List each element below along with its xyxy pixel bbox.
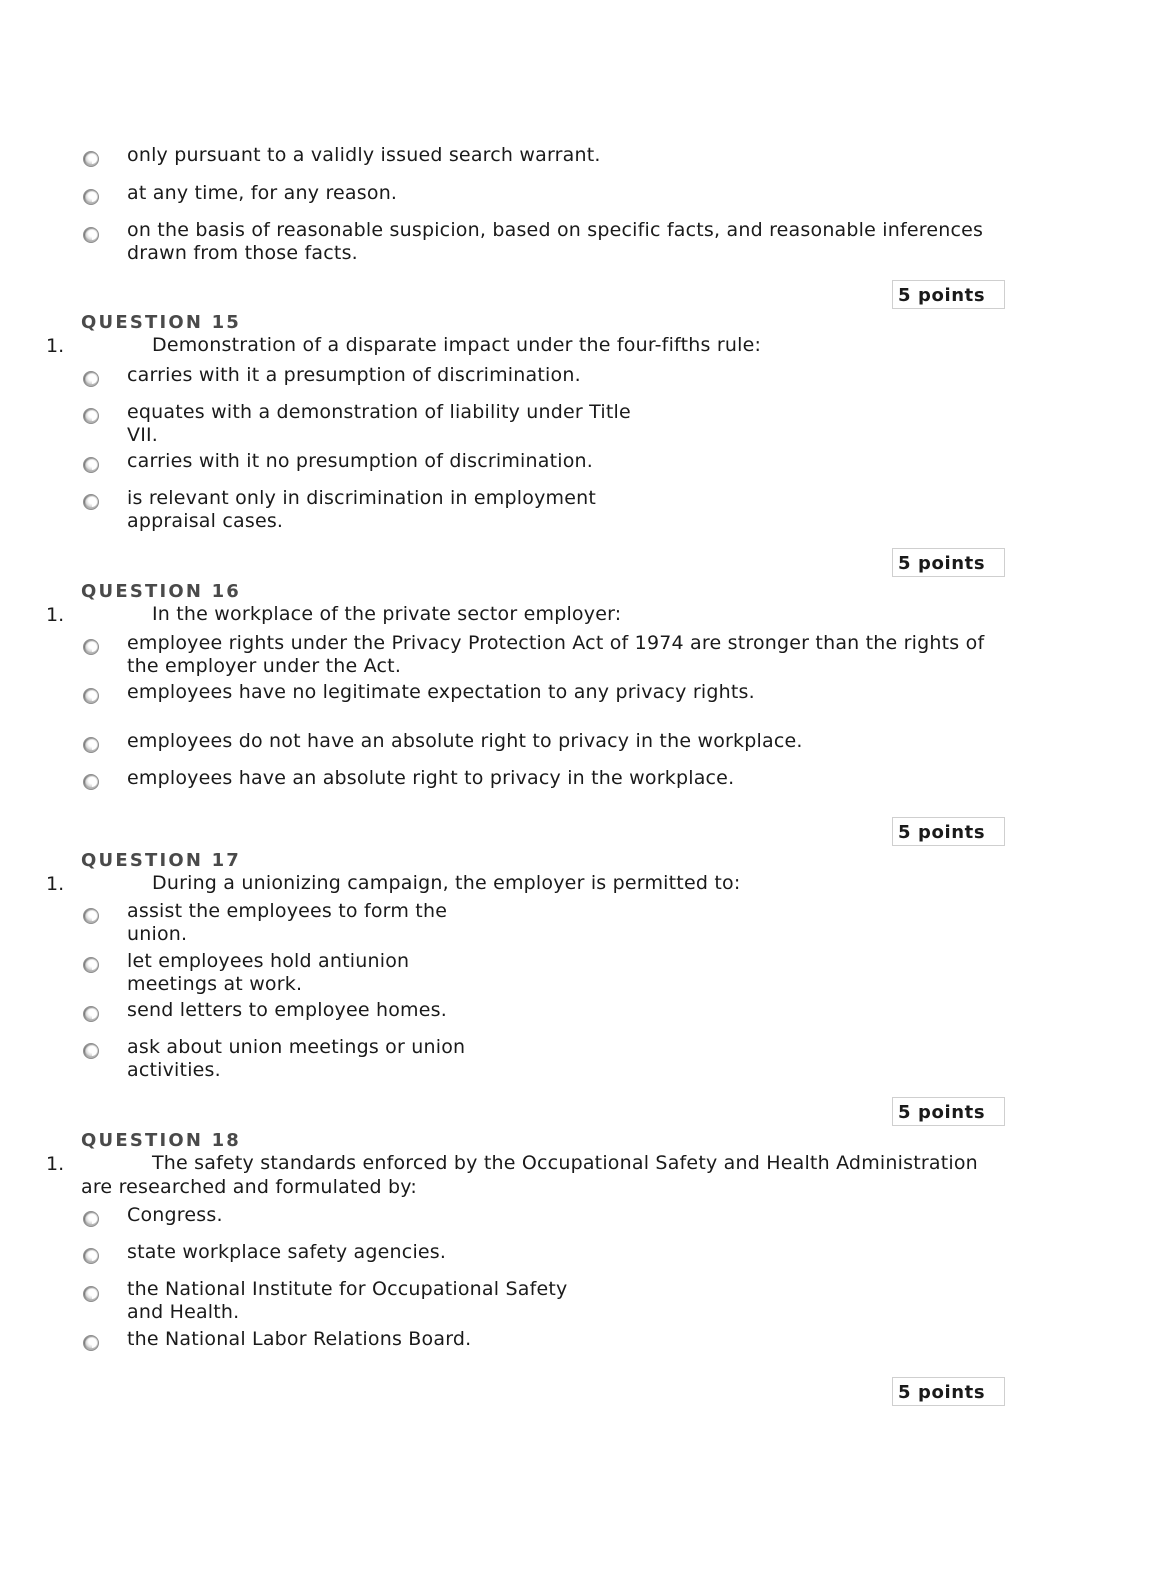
- q14-option-2-label: at any time, for any reason.: [127, 182, 398, 204]
- q15-option-1-label: carries with it a presumption of discrimination.: [127, 364, 581, 386]
- radio-q15-option-1[interactable]: [83, 371, 99, 387]
- q16-option-4-label: employees have an absolute right to privacy in the workplace.: [127, 767, 735, 789]
- radio-q18-option-2[interactable]: [83, 1248, 99, 1264]
- question-18-text-line-1: The safety standards enforced by the Occupational Safety and Health Administration: [152, 1152, 978, 1174]
- question-15-heading: QUESTION 15: [81, 312, 242, 333]
- question-16-text: In the workplace of the private sector employer:: [152, 603, 622, 625]
- radio-q15-option-2[interactable]: [83, 408, 99, 424]
- radio-q15-option-4[interactable]: [83, 494, 99, 510]
- radio-q16-option-4[interactable]: [83, 774, 99, 790]
- radio-q17-option-4[interactable]: [83, 1043, 99, 1059]
- radio-q14-option-1[interactable]: [83, 151, 99, 167]
- question-16-number: 1.: [46, 604, 65, 626]
- q16-option-2-label: employees have no legitimate expectation to any privacy rights.: [127, 681, 755, 703]
- question-17-text: During a unionizing campaign, the employer is permitted to:: [152, 872, 741, 894]
- q14-option-1-label: only pursuant to a validly issued search warrant.: [127, 144, 601, 166]
- question-17-heading: QUESTION 17: [81, 850, 242, 871]
- q17-option-4-label: ask about union meetings or union activities.: [127, 1036, 466, 1081]
- radio-q14-option-3[interactable]: [83, 227, 99, 243]
- question-18-heading: QUESTION 18: [81, 1130, 242, 1151]
- radio-q18-option-4[interactable]: [83, 1335, 99, 1351]
- q17-option-3-label: send letters to employee homes.: [127, 999, 447, 1021]
- q17-option-2-label: let employees hold antiunion meetings at work.: [127, 950, 410, 995]
- question-15-text: Demonstration of a disparate impact under the four-fifths rule:: [152, 334, 762, 356]
- q15-points-badge: 5 points: [892, 548, 1005, 577]
- q18-option-2-label: state workplace safety agencies.: [127, 1241, 447, 1263]
- radio-q16-option-3[interactable]: [83, 737, 99, 753]
- q16-option-3-label: employees do not have an absolute right to privacy in the workplace.: [127, 730, 803, 752]
- question-18-text-line-2: are researched and formulated by:: [81, 1176, 417, 1198]
- q18-option-4-label: the National Labor Relations Board.: [127, 1328, 472, 1350]
- q17-option-1-label: assist the employees to form the union.: [127, 900, 448, 945]
- radio-q15-option-3[interactable]: [83, 457, 99, 473]
- question-17-number: 1.: [46, 873, 65, 895]
- radio-q16-option-2[interactable]: [83, 688, 99, 704]
- q16-points-badge: 5 points: [892, 817, 1005, 846]
- radio-q17-option-1[interactable]: [83, 908, 99, 924]
- q14-points-badge: 5 points: [892, 280, 1005, 309]
- radio-q18-option-1[interactable]: [83, 1211, 99, 1227]
- radio-q14-option-2[interactable]: [83, 189, 99, 205]
- q14-option-3-label: on the basis of reasonable suspicion, based on specific facts, and reasonable inferences drawn from those facts.: [127, 219, 984, 264]
- q15-option-4-label: is relevant only in discrimination in employment appraisal cases.: [127, 487, 597, 532]
- radio-q18-option-3[interactable]: [83, 1286, 99, 1302]
- question-18-number: 1.: [46, 1153, 65, 1175]
- q18-option-3-label: the National Institute for Occupational Safety and Health.: [127, 1278, 568, 1323]
- q17-points-badge: 5 points: [892, 1097, 1005, 1126]
- radio-q16-option-1[interactable]: [83, 639, 99, 655]
- question-15-number: 1.: [46, 335, 65, 357]
- q18-option-1-label: Congress.: [127, 1204, 223, 1226]
- q15-option-3-label: carries with it no presumption of discrimination.: [127, 450, 594, 472]
- q18-points-badge: 5 points: [892, 1377, 1005, 1406]
- q15-option-2-label: equates with a demonstration of liability under Title VII.: [127, 401, 631, 446]
- radio-q17-option-2[interactable]: [83, 957, 99, 973]
- question-16-heading: QUESTION 16: [81, 581, 242, 602]
- q16-option-1-label: employee rights under the Privacy Protection Act of 1974 are stronger than the rights of the employer under the Act.: [127, 632, 985, 677]
- radio-q17-option-3[interactable]: [83, 1006, 99, 1022]
